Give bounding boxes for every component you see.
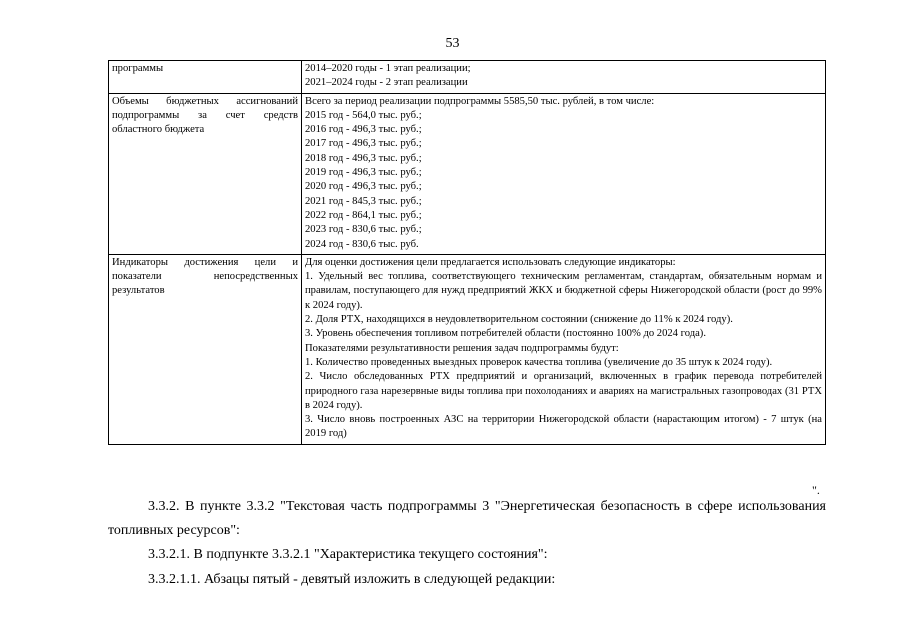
value-line: 1. Удельный вес топлива, соответствующего техническим регламентам, стандартам, обязательным нормам и правилам, поступающего для нужд предприятий ЖКХ и бюджетной сферы Нижегородской области (рост до 99% к 2024 году). [305,271,822,311]
row-label: Индикаторы достижения цели и показатели непосредственных результатов [109,254,302,444]
value-line: Показателями результативности решения задач подпрограммы будут: [305,342,619,354]
value-line: 2020 год - 496,3 тыс. руб.; [305,181,422,193]
value-line: Для оценки достижения цели предлагается использовать следующие индикаторы: [305,256,676,268]
table-row [109,254,826,444]
table-row [109,93,826,254]
value-line: Всего за период реализации подпрограммы 5585,50 тыс. рублей, в том числе: [305,95,655,107]
row-value [302,61,826,94]
value-line: 2023 год - 830,6 тыс. руб.; [305,224,422,236]
value-line: 2. Число обследованных РТХ предприятий и организаций, включенных в график перевода потребителей природного газа нарезервные виды топлива при похолоданиях и авариях на магистральных газопроводах (31 РТХ в 2024 году). [305,371,822,411]
value-line: 1. Количество проведенных выездных проверок качества топлива (увеличение до 35 штук к 2024 году). [305,356,773,368]
row-value [302,93,826,254]
value-line: 2021 год - 845,3 тыс. руб.; [305,195,422,207]
program-passport-table [108,60,826,445]
value-line: 2021–2024 годы - 2 этап реализации [305,77,468,89]
row-label: Объемы бюджетных ассигнований подпрограммы за счет средств областного бюджета [109,93,302,254]
value-line: 2019 год - 496,3 тыс. руб.; [305,167,422,179]
value-line: 3. Уровень обеспечения топливом потребителей области (постоянно 100% до 2024 года). [305,328,706,340]
value-line: 2016 год - 496,3 тыс. руб.; [305,124,422,136]
page-number: 53 [445,36,460,51]
row-value [302,254,826,444]
table-row [109,61,826,94]
paragraph-3-3-2: 3.3.2. В пункте 3.3.2 "Текстовая часть подпрограммы 3 "Энергетическая безопасность в сфере использования топливных ресурсов": [108,499,826,538]
paragraph-3-3-2-1: 3.3.2.1. В подпункте 3.3.2.1 "Характеристика текущего состояния": [148,547,548,562]
value-line: 2024 год - 830,6 тыс. руб. [305,238,419,250]
value-line: 3. Число вновь построенных АЗС на территории Нижегородской области (нарастающим итогом) - 7 штук (на 2019 год) [305,414,822,440]
value-line: 2022 год - 864,1 тыс. руб.; [305,209,422,221]
paragraph-3-3-2-1-1: 3.3.2.1.1. Абзацы пятый - девятый изложить в следующей редакции: [148,572,556,587]
value-line: 2015 год - 564,0 тыс. руб.; [305,109,422,121]
value-line: 2. Доля РТХ, находящихся в неудовлетворительном состоянии (снижение до 11% к 2024 году). [305,314,733,326]
value-line: 2018 год - 496,3 тыс. руб.; [305,152,422,164]
closing-quote: ". [812,483,820,497]
value-line: 2014–2020 годы - 1 этап реализации; [305,63,471,74]
row-label: программы [109,61,302,94]
value-line: 2017 год - 496,3 тыс. руб.; [305,138,422,150]
